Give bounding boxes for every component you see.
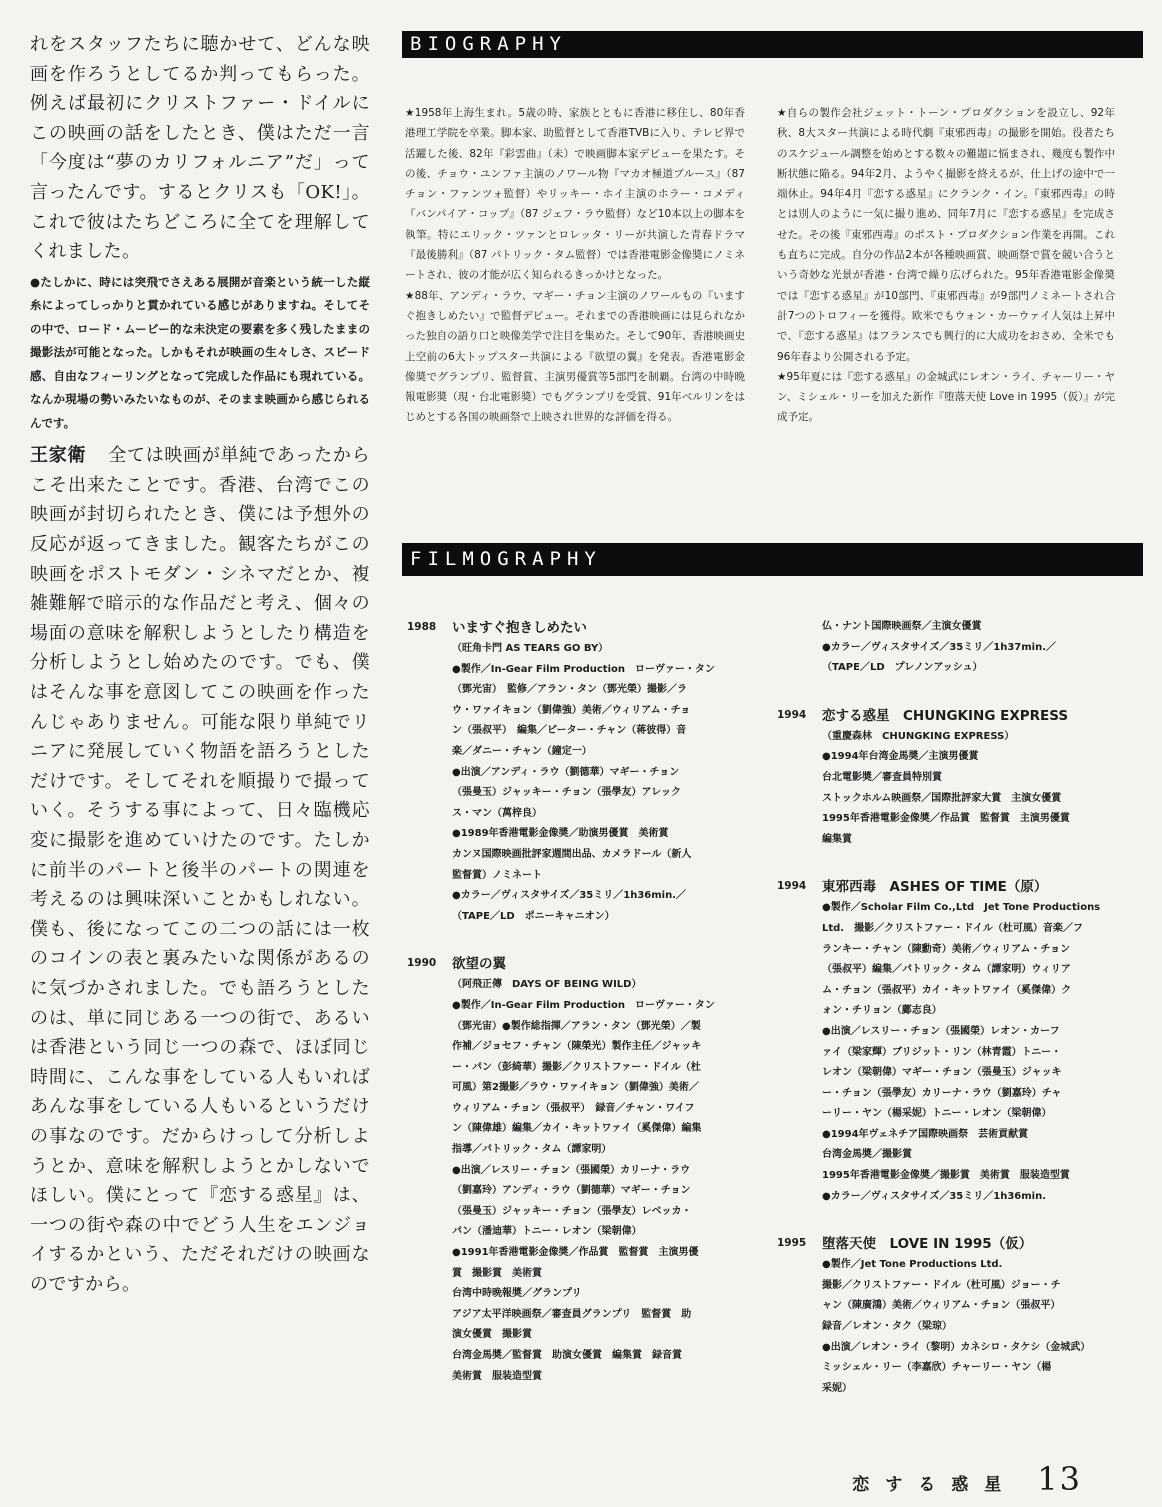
film-credit-line: （重慶森林 CHUNGKING EXPRESS）: [822, 730, 1015, 742]
biography-heading: BIOGRAPHY: [402, 31, 1143, 58]
film-credit-line: 美術賞 服装造型賞: [452, 1370, 542, 1382]
speaker-name: 王家衛: [30, 445, 87, 467]
film-credit-line: 1995年香港電影金像奬／作品賞 監督賞 主演男優賞: [822, 813, 1070, 825]
interview-answer-2-text: 全ては映画が単純であったからこそ出来たことです。香港、台湾でこの映画が封切られたとき、僕には予想外の反応が返ってきました。観客たちがこの映画をポストモダン・シネマだとか、複雑難解で暗示的な作品だと考え、個々の場面の意味を解釈しようとしたり構造を分析しようとし始めたのです。でも、僕はそんな事を意図してこの映画を作ったんじゃありません。可能な限り単純でリニアに発展していく物語を語ろうとしただけです。そしてそれを順撮りで撮っていく。そうする事によって、日々臨機応変に撮影を進めていけたのです。たしかに前半のパートと後半のパートの関連を考えるのは興味深いことかもしれない。僕も、後になってこの二つの話には一枚のコインの表と裏みたいな関係があるのに気づかされました。でも語ろうとしたのは、単に同じある一つの街で、あるいは香港という同じ一つの森で、ほぼ同じ時間に、こんな事をしている人もいればあんな事をしている人もいるというだけの事なのです。だからけっして分析しようとか、意味を解釈しようとかしないでほしい。僕にとって『恋する惑星』は、一つの街や森の中でどう人生をエンジョイするかという、ただそれだけの映画なのですから。: [30, 445, 371, 1295]
film-year: 1988: [407, 621, 437, 633]
film-title: 欲望の翼: [452, 956, 506, 973]
film-credit-line: 可風）第2撮影／ラウ・ワァイキョン（劉偉強）美術／: [452, 1082, 699, 1094]
film-credit-line: （鄧光宙）●製作総指揮／アラン・タン（鄧光榮）／製: [452, 1020, 701, 1032]
film-credit-line: 台湾金馬奬／撮影賞: [822, 1149, 912, 1161]
film-credit-line: アジア太平洋映画祭／審査員グランプリ 監督賞 助: [452, 1308, 692, 1320]
film-credit-line: （張曼玉）ジャッキー・チョン（張學友）アレック: [452, 787, 681, 799]
film-entry: [407, 953, 747, 1387]
film-entry: [777, 705, 1117, 851]
film-credit-line: カンヌ国際映画批評家週間出品、カメラドール（新人: [452, 848, 692, 860]
film-credit-line: ャン（陳廣鴻）美術／ウィリアム・チョン（張叔平）: [822, 1300, 1061, 1312]
film-credit-line: （阿飛正傳 DAYS OF BEING WILD）: [452, 979, 642, 991]
film-entry: [777, 876, 1117, 1207]
film-credit-line: ストックホルム映画祭／国際批評家大賞 主演女優賞: [822, 792, 1062, 804]
film-credit-line: ●製作／Jet Tone Productions Ltd.: [822, 1259, 1003, 1271]
film-credit-line: ●1991年香港電影金像奬／作品賞 監督賞 主演男優: [452, 1247, 699, 1259]
film-credit-line: ●製作／In-Gear Film Production ローヴァー・タン: [452, 999, 715, 1011]
film-credit-line: 演女優賞 撮影賞: [452, 1329, 532, 1341]
film-credit-line: ウ・ワァイキョン（劉偉強）美術／ウィリアム・チョ: [452, 704, 691, 716]
film-credit-line: （張曼玉）ジャッキー・チョン（張學友）レベッカ・: [452, 1205, 692, 1217]
biography-paragraph: ★自らの製作会社ジェット・トーン・プロダクションを設立し、92年秋、8大スター共演による時代劇『東邪西毒』の撮影を開始。役者たちのスケジュール調整を始めとする数々の難題に悩まされ、幾度も製作中断状態に陥る。94年2月、ようやく撮影を終えるが、仕上げの途中で一端休止。94年4月『恋する惑星』にクランク・イン。『東邪西毒』の時とは別人のように一気に撮り進め、同年7月に『恋する惑星』を完成させた。その後『東邪西毒』のポスト・プロダクション作業を再開。これも直ちに完成。自分の作品2本が各種映画賞、映画祭で賞を競い合うという奇妙な光景が香港・台湾で繰り広げられた。95年香港電影金像奬では『恋する惑星』が10部門、『東邪西毒』が9部門ノミネートされ合計7つのトロフィーを獲得。欧米でもウォン・カーウァイ人気は上昇中で、『恋する惑星』はフランスでも興行的に大成功をおさめ、全米でも96年春より公開される予定。: [777, 107, 1115, 363]
film-credit-line: ス・マン（萬梓良）: [452, 807, 542, 819]
film-credit-line: レオン（梁朝偉）マギー・チョン（張曼玉）ジャッキ: [822, 1067, 1062, 1079]
film-credit-line: 指導／パトリック・タム（譚家明）: [452, 1144, 612, 1156]
film-credit-line: （TAPE／LD プレノンアッシュ）: [822, 662, 983, 674]
film-credit-line: ン（陳偉雄）編集／カイ・キットワァイ（奚傑偉）編集: [452, 1123, 702, 1135]
film-year: 1994: [777, 708, 807, 721]
film-credit-line: ●製作／Scholar Film Co.,Ltd Jet Tone Productions: [822, 902, 1101, 914]
footer-title: 恋する惑星: [852, 1475, 1018, 1495]
film-credit-line: （旺角卡門 AS TEARS GO BY）: [452, 643, 609, 654]
film-credit-line: （張叔平）編集／パトリック・タム（譚家明）ウィリア: [822, 964, 1071, 976]
film-year: 1995: [777, 1237, 807, 1250]
film-year: 1994: [777, 880, 807, 893]
film-title: 堕落天使 LOVE IN 1995（仮）: [822, 1236, 1033, 1253]
interview-column: [30, 30, 370, 1299]
film-credit-line: ●カラー／ヴィスタサイズ／35ミリ／1h36min.／: [452, 890, 687, 902]
film-credit-line: ●製作／In-Gear Film Production ローヴァー・タン: [452, 663, 715, 675]
film-credit-line: ム・チョン（張叔平）カイ・キットワァイ（奚傑偉）ク: [822, 984, 1072, 996]
film-credit-line: 賞 撮影賞 美術賞: [452, 1267, 542, 1279]
film-credit-line: ウィリアム・チョン（張叔平） 録音／チャン・ワイフ: [452, 1102, 695, 1114]
film-credit-line: 監督賞）ノミネート: [452, 869, 542, 881]
film-credit-line: ォン・チリョン（鄺志良）: [822, 1005, 942, 1017]
film-credit-line: ランキー・チャン（陳勳奇）美術／ウィリアム・チョン: [822, 943, 1071, 955]
film-credit-line: ァイ（梁家輝）ブリジット・リン（林青霞）トニー・: [822, 1046, 1062, 1058]
interview-question: ●たしかに、時には突飛でさえある展開が音楽という統一した縦糸によってしっかりと貫かれている感じがありますね。そしてその中で、ロード・ムービー的な未決定の要素を多く残したままの撮影法が可能となった。しかもそれが映画の生々しさ、スピード感、自由なフィーリングとなって完成した作品にも現れている。なんか現場の勢いみたいなものが、そのまま映画から感じられるんです。: [30, 274, 370, 430]
filmography-heading: FILMOGRAPHY: [402, 543, 1143, 576]
film-credit-line: ●出演／レオン・ライ（黎明）カネシロ・タケシ（金城武）: [822, 1341, 1091, 1353]
film-credit-line: ミッシェル・リー（李嘉欣）チャーリー・ヤン（楊: [822, 1362, 1052, 1374]
film-entry: [777, 1233, 1117, 1399]
film-credit-line: 1995年香港電影金像奬／撮影賞 美術賞 服装造型賞: [822, 1170, 1070, 1182]
film-credit-line: ●カラー／ヴィスタサイズ／35ミリ／1h37min.／: [822, 641, 1057, 653]
film-credit-line: ●出演／アンディ・ラウ（劉德華）マギー・チョン: [452, 766, 680, 778]
filmography-right-column: [777, 617, 1117, 1425]
film-credit-line: ー・パン（彭綺華）撮影／クリストファー・ドイル（杜: [452, 1061, 701, 1073]
film-credit-line: Ltd. 撮影／クリストファー・ドイル（杜可風）音楽／フ: [822, 922, 1083, 934]
biography-paragraph: ★88年、アンディ・ラウ、マギー・チョン主演のノワールもの『いますぐ抱きしめたい』で監督デビュー。それまでの香港映画には見られなかった独自の語り口と映像美学で注目を集めた。そして90年、香港映画史上空前の6大トップスター共演による『欲望の翼』を発表。香港電影金像奬でグランプリ、監督賞、主演男優賞等5部門を制覇。台湾の中時晩報電影奬（現・台北電影奬）でもグランプリを受賞、91年ベルリンをはじめとする各国の映画祭で上映され世界的な評価を得る。: [405, 289, 745, 424]
interview-answer-1: れをスタッフたちに聴かせて、どんな映画を作ろうとしてるか判ってもらった。例えば最初にクリストファー・ドイルにこの映画の話をしたとき、僕はただ一言「今度は“夢のカリフォルニア”だ」って言ったんです。するとクリスも「OK!」。これで彼はたちどころに全てを理解してくれました。: [30, 34, 370, 263]
film-credit-line: ●1994年台湾金馬奬／主演男優賞: [822, 751, 979, 763]
biography-right-column: [777, 103, 1115, 428]
film-entry: [407, 617, 747, 927]
biography-paragraph: ★1958年上海生まれ。5歳の時、家族とともに香港に移住し、80年香港理工学院を卒業。脚本家、助監督として香港TVBに入り、テレビ界で活躍した後、82年『彩雲曲』（未）で映画脚本家デビューを果たす。その後、チョウ・ユンファ主演のノワール物『マカオ極道ブルース』（87 チョン・ファンツォ監督）やリッキー・ホイ主演のホラー・コメディ『バンパイア・コップ』（87 ジェフ・ラウ監督）など10本以上の脚本を執筆。特にエリック・ツァンとロレッタ・リーが共演した青春ドラマ『最後勝利』（87 パトリック・タム監督）では香港電影金像奬にノミネートされ、彼の才能が広く知られるきっかけとなった。: [405, 107, 745, 282]
film-credit-line: （劉嘉玲）アンディ・ラウ（劉德華）マギー・チョン: [452, 1185, 691, 1197]
film-credit-line: パン（潘迪華）トニー・レオン（梁朝偉）: [452, 1226, 642, 1238]
film-credit-line: ン（張叔平） 編集／ピーター・チャン（蒋彼得）音: [452, 725, 687, 737]
film-title: 恋する惑星 CHUNGKING EXPRESS: [822, 707, 1069, 724]
interview-answer-2: [30, 441, 370, 1299]
film-credit-line: ●1994年ヴェネチア国際映画祭 芸術貢献賞: [822, 1128, 1029, 1140]
film-credit-line: ●出演／レスリー・チョン（張國榮）カリーナ・ラウ: [452, 1164, 691, 1176]
film-entry-continuation: [777, 617, 1117, 679]
page-number: 13: [1037, 1460, 1082, 1498]
film-credit-line: ●1989年香港電影金像奬／助演男優賞 美術賞: [452, 828, 669, 840]
film-year: 1990: [407, 957, 437, 970]
biography-paragraph: ★95年夏には『恋する惑星』の金城武にレオン・ライ、チャーリー・ヤン、ミシェル・リーを加えた新作『堕落天使 Love in 1995（仮）』が完成予定。: [777, 370, 1115, 424]
film-credit-line: 録音／レオン・タク（梁琼）: [822, 1321, 952, 1333]
film-credit-line: 采妮）: [822, 1382, 852, 1394]
film-credit-line: （鄧光宙） 監修／アラン・タン（鄧光榮）撮影／ラ: [452, 684, 687, 696]
film-credit-line: （TAPE／LD ポニーキャニオン）: [452, 910, 615, 922]
filmography-left-column: [407, 617, 747, 1413]
film-credit-line: 仏・ナント国際映画祭／主演女優賞: [822, 621, 982, 632]
film-title: いますぐ抱きしめたい: [452, 620, 587, 636]
film-credit-line: ●出演／レスリー・チョン（張國榮）レオン・カーフ: [822, 1025, 1060, 1037]
film-title: 東邪西毒 ASHES OF TIME（原）: [822, 879, 1048, 896]
film-credit-line: 作補／ジョセフ・チャン（陳榮光）製作主任／ジャッキ: [452, 1041, 702, 1053]
page-footer: [852, 1460, 1082, 1498]
film-credit-line: 台北電影奬／審査員特別賞: [822, 771, 942, 783]
film-credit-line: 編集賞: [822, 833, 852, 845]
film-credit-line: 台湾中時晩報奬／グランプリ: [452, 1288, 582, 1300]
film-credit-line: 台湾金馬奬／監督賞 助演女優賞 編集賞 録音賞: [452, 1350, 682, 1361]
film-credit-line: ー・チョン（張學友）カリーナ・ラウ（劉嘉玲）チャ: [822, 1087, 1062, 1099]
film-credit-line: ーリー・ヤン（楊采妮）トニー・レオン（梁朝偉）: [822, 1108, 1052, 1120]
film-credit-line: 撮影／クリストファー・ドイル（杜可風）ジョー・チ: [822, 1279, 1061, 1291]
film-credit-line: 楽／ダニー・チャン（鐘定一）: [452, 745, 592, 757]
film-credit-line: ●カラー／ヴィスタサイズ／35ミリ／1h36min.: [822, 1190, 1047, 1202]
biography-left-column: [405, 103, 745, 428]
